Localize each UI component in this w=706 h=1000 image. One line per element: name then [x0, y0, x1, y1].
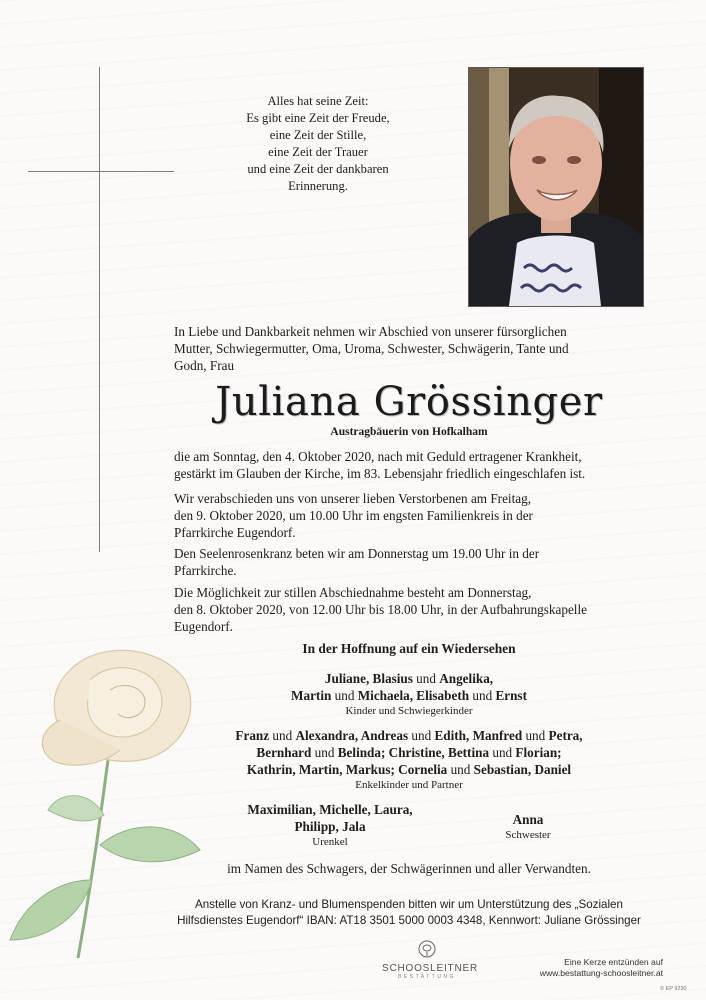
poem-line: und eine Zeit der dankbaren: [247, 162, 389, 176]
conjunction: und: [472, 688, 493, 703]
grandchildren-line: [174, 727, 644, 744]
portrait-photo: [468, 67, 644, 307]
funeral-line: den 9. Oktober 2020, um 10.00 Uhr im engsten Familienkreis in der: [174, 508, 533, 523]
children-line: [174, 687, 644, 704]
donation-line: Hilfsdienstes Eugendorf“ IBAN: AT18 3501 5000 0003 4348, Kennwort: Juliane Grössinger: [177, 914, 641, 927]
conjunction: und: [450, 762, 471, 777]
viewing-line: Die Möglichkeit zur stillen Abschiednahme besteht am Donnerstag,: [174, 585, 532, 600]
viewing-line: Eugendorf.: [174, 619, 233, 634]
conjunction: und: [314, 745, 335, 760]
rosary-line: Den Seelenrosenkranz beten wir am Donnerstag um 19.00 Uhr in der: [174, 546, 540, 561]
logo-name: SCHOOSLEITNER: [382, 963, 478, 974]
funeral-line: Pfarrkirche Eugendorf.: [174, 525, 296, 540]
deceased-title: Austragbäuerin von Hofkalham: [330, 426, 488, 438]
sister-role: Schwester: [505, 829, 551, 841]
grandchildren-line: [174, 744, 644, 761]
grandchildren-block: [174, 727, 644, 793]
children-block: [174, 670, 644, 719]
poem-line: Es gibt eine Zeit der Freude,: [246, 111, 390, 125]
intro-line: Mutter, Schwiegermutter, Oma, Uroma, Schwester, Schwägerin, Tante und: [174, 341, 569, 356]
names: Alexandra, Andreas: [295, 728, 409, 743]
names: Petra,: [548, 728, 583, 743]
names: Kathrin, Martin, Markus; Cornelia: [246, 762, 448, 777]
candle-text: Eine Kerze entzünden auf: [564, 957, 663, 967]
names: Juliane, Blasius: [324, 671, 413, 686]
conjunction: und: [525, 728, 546, 743]
children-role: Kinder und Schwiegerkinder: [345, 705, 473, 717]
names: Sebastian, Daniel: [473, 762, 572, 777]
deceased-name: Juliana Grössinger: [215, 379, 603, 425]
donation-line: Anstelle von Kranz- und Blumenspenden bitten wir um Unterstützung des „Sozialen: [195, 898, 623, 911]
names: Florian;: [515, 745, 562, 760]
donation-note: [174, 897, 644, 929]
children-line: [174, 670, 644, 687]
poem-line: eine Zeit der Stille,: [269, 128, 367, 142]
intro-line: In Liebe und Dankbarkeit nehmen wir Abschied von unserer fürsorglichen: [174, 324, 567, 339]
great-grandchildren-role: Urenkel: [312, 836, 348, 848]
names: Franz: [235, 728, 270, 743]
closing-line: im Namen des Schwagers, der Schwägerinnen und aller Verwandten.: [227, 861, 591, 876]
grandchildren-role: Enkelkinder und Partner: [355, 779, 463, 791]
intro-line: Godn, Frau: [174, 358, 235, 373]
death-paragraph: [174, 448, 644, 482]
viewing-paragraph: [174, 584, 644, 635]
names: Bernhard: [256, 745, 312, 760]
candle-note: [480, 957, 663, 979]
conjunction: und: [416, 671, 436, 686]
portrait-image: [469, 68, 643, 306]
poem-line: eine Zeit der Trauer: [268, 145, 368, 159]
conjunction: und: [334, 688, 355, 703]
poem-line: Alles hat seine Zeit:: [267, 94, 369, 108]
conjunction: und: [492, 745, 513, 760]
great-grandchildren-block: [200, 801, 460, 849]
conjunction: und: [411, 728, 432, 743]
names: Philipp, Jala: [294, 819, 366, 834]
poem-line: Erinnerung.: [288, 179, 348, 193]
names: Maximilian, Michelle, Laura,: [247, 802, 413, 817]
poem: [218, 93, 418, 195]
names: Michaela, Elisabeth: [357, 688, 470, 703]
names: Belinda; Christine, Bettina: [337, 745, 490, 760]
names: Angelika,: [439, 671, 494, 686]
rosary-line: Pfarrkirche.: [174, 563, 237, 578]
death-line: gestärkt im Glauben der Kirche, im 83. Lebensjahr friedlich eingeschlafen ist.: [174, 466, 586, 481]
sister-block: [498, 811, 558, 842]
funeral-paragraph: [174, 490, 644, 541]
conjunction: und: [272, 728, 293, 743]
rosary-paragraph: [174, 545, 644, 579]
intro-paragraph: [174, 323, 644, 374]
hope-heading: In der Hoffnung auf ein Wiedersehen: [302, 641, 516, 656]
funeral-home-logo: [382, 940, 478, 980]
names: Edith, Manfred: [434, 728, 523, 743]
viewing-line: den 8. Oktober 2020, von 12.00 Uhr bis 18.00 Uhr, in der Aufbahrungskapelle: [174, 602, 587, 617]
rose-logo-icon: [418, 940, 436, 958]
cross-vertical: [99, 67, 100, 552]
sister-name: Anna: [512, 812, 544, 827]
funeral-line: Wir verabschieden uns von unserer lieben Verstorbenen am Freitag,: [174, 491, 532, 506]
death-line: die am Sonntag, den 4. Oktober 2020, nach mit Geduld ertragener Krankheit,: [174, 449, 582, 464]
logo-subtitle: BESTATTUNG: [398, 974, 456, 980]
cross-horizontal: [28, 171, 174, 172]
candle-link[interactable]: www.bestattung-schoosleitner.at: [539, 968, 663, 978]
reference-code: © EP 9230: [660, 986, 687, 992]
grandchildren-line: [174, 761, 644, 778]
names: Ernst: [495, 688, 527, 703]
names: Martin: [291, 688, 332, 703]
